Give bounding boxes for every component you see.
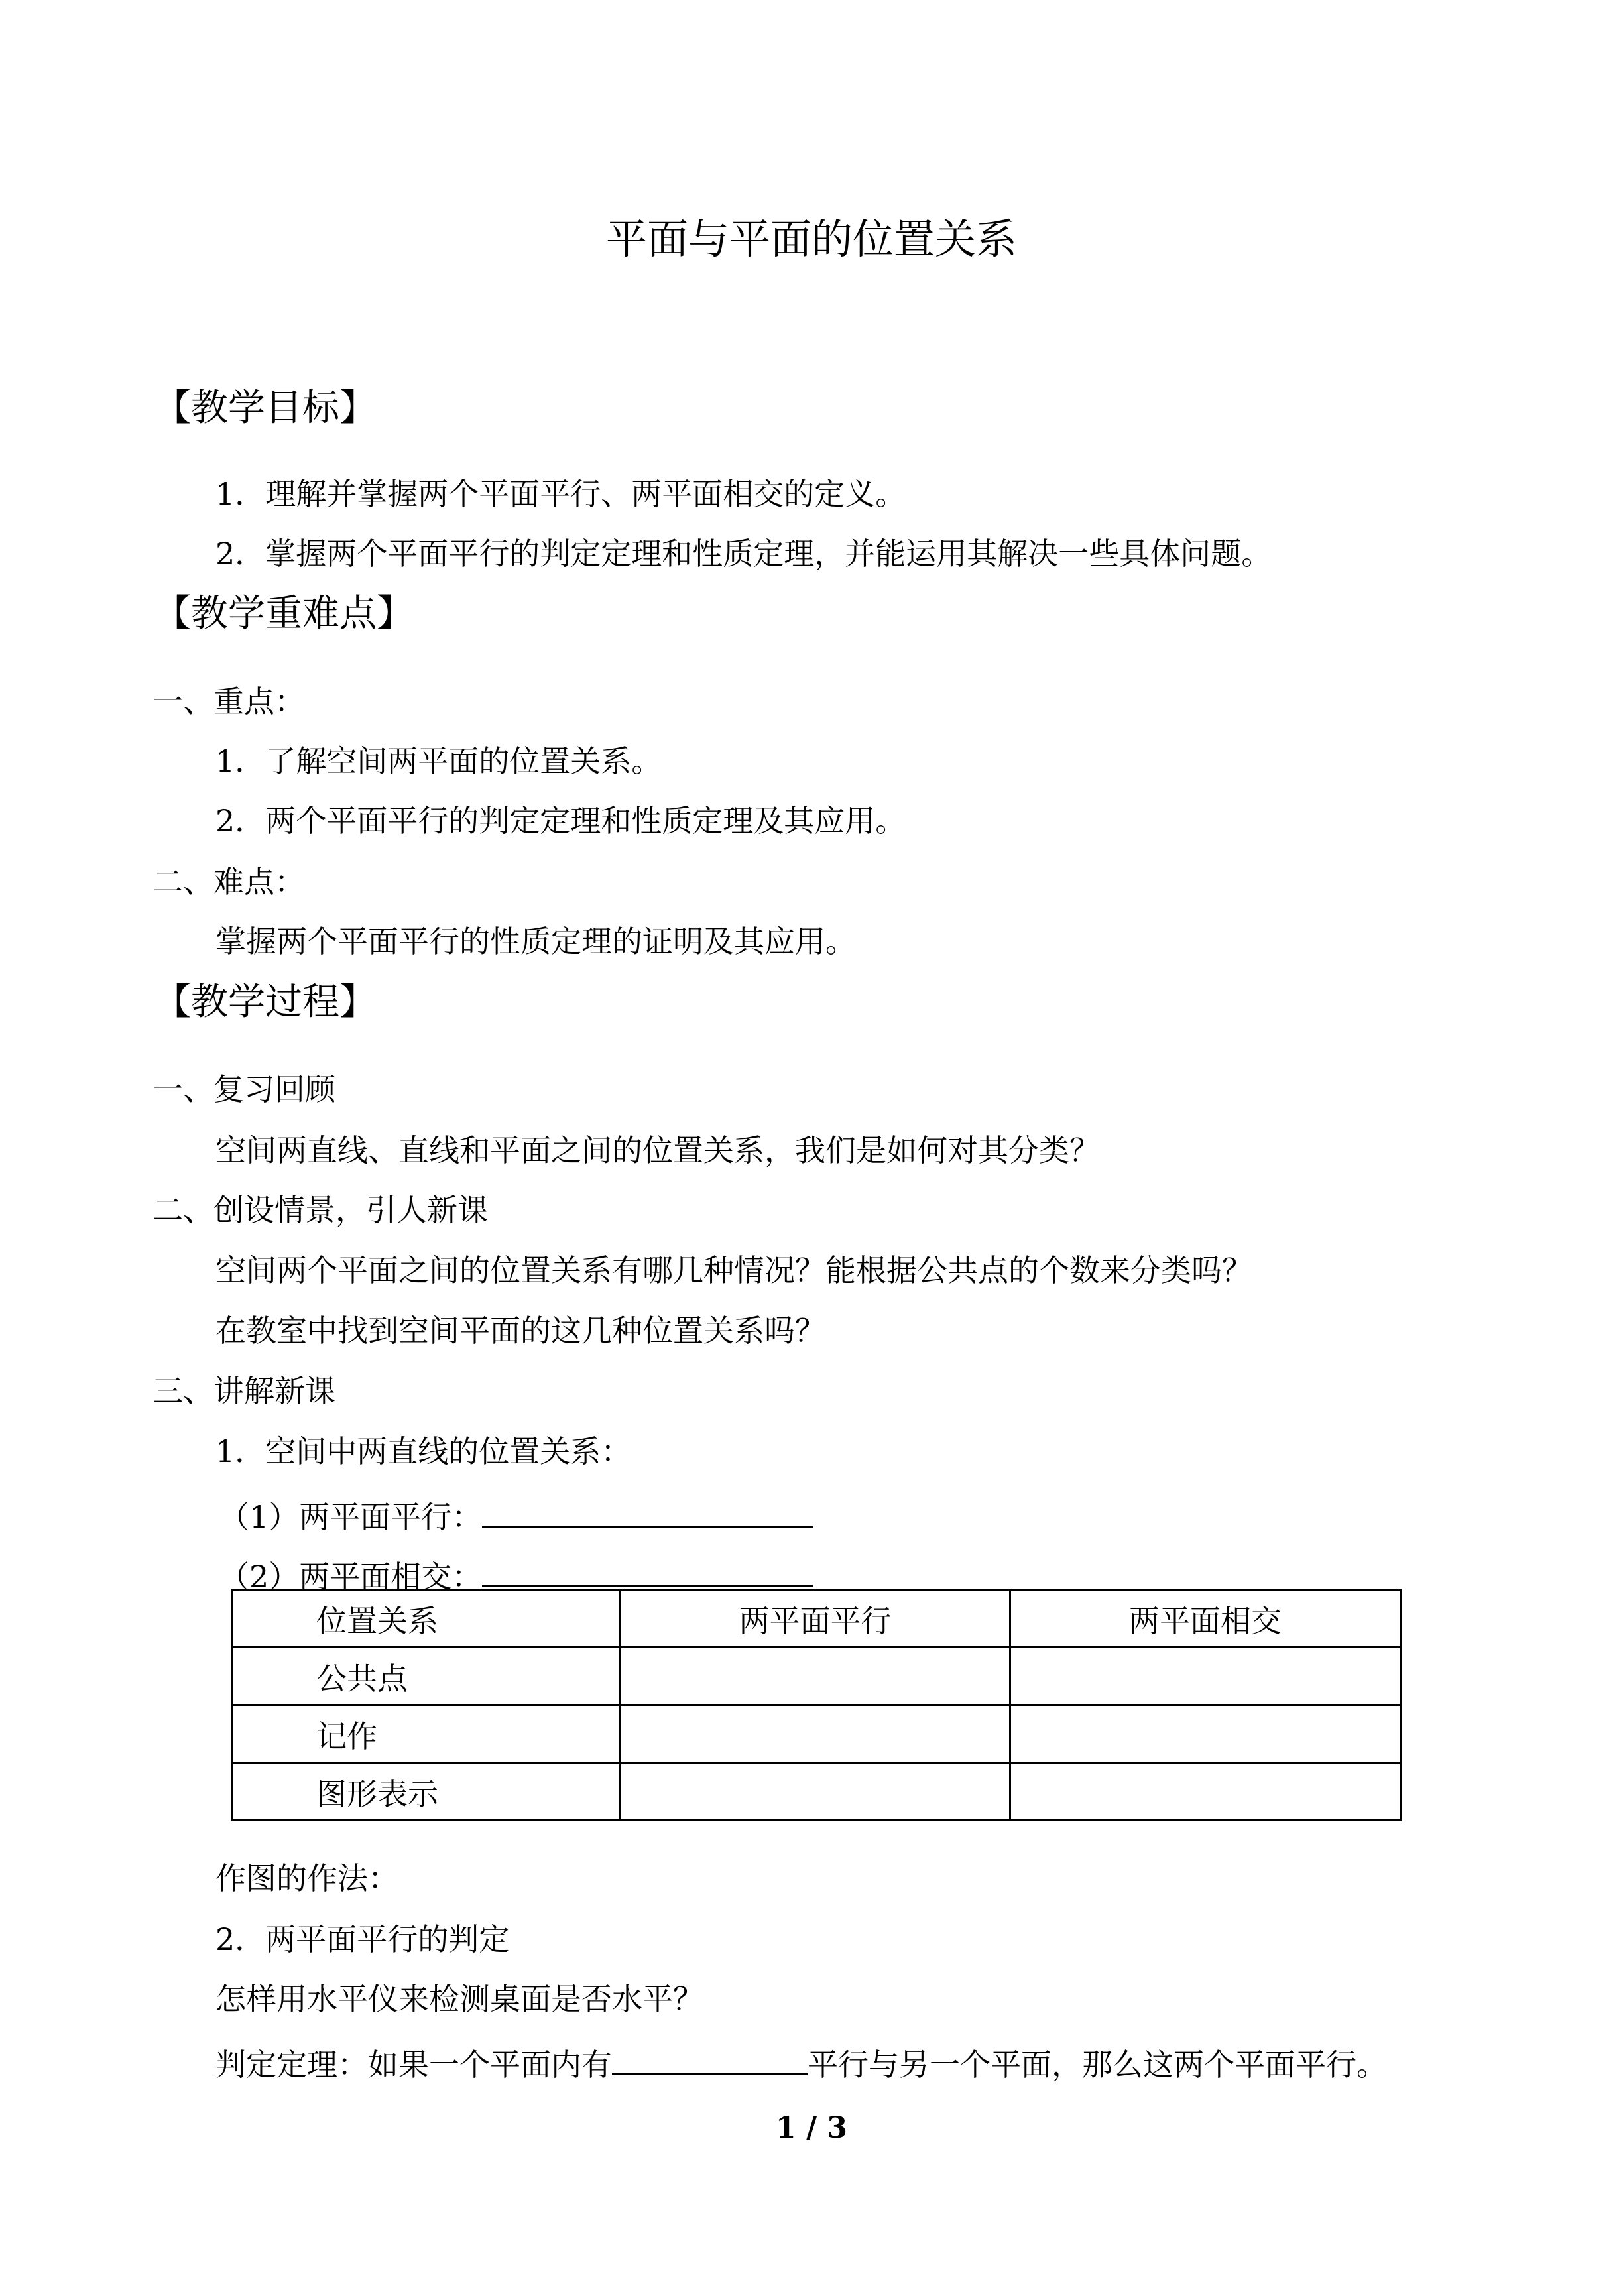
- table-cell-blank[interactable]: [1010, 1648, 1401, 1705]
- page-number: 1 / 3: [776, 2111, 847, 2145]
- theorem-pre: 判定定理：如果一个平面内有: [215, 2047, 612, 2083]
- table-header-cell: 位置关系: [233, 1590, 621, 1648]
- theorem-post: 平行与另一个平面，那么这两个平面平行。: [808, 2047, 1387, 2083]
- table-header-cell: 两平面相交: [1010, 1590, 1401, 1648]
- table-cell-blank[interactable]: [621, 1648, 1010, 1705]
- table-cell-blank[interactable]: [621, 1763, 1010, 1821]
- table-row-label: 公共点: [233, 1648, 621, 1705]
- sub-item-intersect-label: （2）两平面相交：: [219, 1559, 483, 1595]
- table-cell-blank[interactable]: [1010, 1705, 1401, 1763]
- goal-item-1: 1．理解并掌握两个平面平行、两平面相交的定义。: [215, 476, 906, 512]
- page-title: 平面与平面的位置关系: [605, 215, 1017, 263]
- table-header-cell: 两平面平行: [621, 1590, 1010, 1648]
- table-row-label: 图形表示: [233, 1763, 621, 1821]
- intro-line-1: 空间两个平面之间的位置关系有哪几种情况？能根据公共点的个数来分类吗？: [215, 1252, 1252, 1288]
- goal-item-2: 2．掌握两个平面平行的判定定理和性质定理，并能运用其解决一些具体问题。: [215, 536, 1272, 572]
- sub-item-parallel: [219, 1496, 813, 1535]
- theorem-line: [215, 2044, 1387, 2083]
- review-label: 一、复习回顾: [152, 1071, 335, 1107]
- table-row: [233, 1763, 1401, 1821]
- table-row-label: 记作: [233, 1705, 621, 1763]
- sub-item-parallel-label: （1）两平面平行：: [219, 1499, 483, 1535]
- lesson-item-2: 2．两平面平行的判定: [215, 1921, 510, 1957]
- heading-teaching-goals: 【教学目标】: [154, 387, 377, 430]
- sub-item-intersect: [219, 1556, 813, 1595]
- lesson-item-1: 1．空间中两直线的位置关系：: [215, 1433, 632, 1469]
- focus-item-1: 1．了解空间两平面的位置关系。: [215, 743, 662, 779]
- heading-teaching-process: 【教学过程】: [154, 981, 377, 1024]
- drawing-method: 作图的作法：: [215, 1860, 398, 1896]
- answer-blank-theorem[interactable]: [612, 2044, 808, 2075]
- answer-blank-parallel[interactable]: [482, 1496, 813, 1528]
- level-question: 怎样用水平仪来检测桌面是否水平？: [215, 1981, 703, 2017]
- answer-blank-intersect[interactable]: [482, 1556, 813, 1587]
- review-text: 空间两直线、直线和平面之间的位置关系，我们是如何对其分类？: [215, 1132, 1100, 1168]
- heading-key-points: 【教学重难点】: [154, 592, 414, 635]
- intro-label: 二、创设情景，引人新课: [152, 1192, 488, 1228]
- table-cell-blank[interactable]: [1010, 1763, 1401, 1821]
- table-header-row: [233, 1590, 1401, 1648]
- intro-line-2: 在教室中找到空间平面的这几种位置关系吗？: [215, 1313, 825, 1349]
- table-row: [233, 1648, 1401, 1705]
- new-lesson-label: 三、讲解新课: [152, 1373, 335, 1409]
- position-relation-table: [231, 1589, 1402, 1821]
- focus-item-2: 2．两个平面平行的判定定理和性质定理及其应用。: [215, 803, 906, 839]
- difficulty-label: 二、难点：: [152, 864, 305, 900]
- focus-label: 一、重点：: [152, 684, 305, 719]
- table-cell-blank[interactable]: [621, 1705, 1010, 1763]
- table-row: [233, 1705, 1401, 1763]
- difficulty-text: 掌握两个平面平行的性质定理的证明及其应用。: [215, 924, 856, 959]
